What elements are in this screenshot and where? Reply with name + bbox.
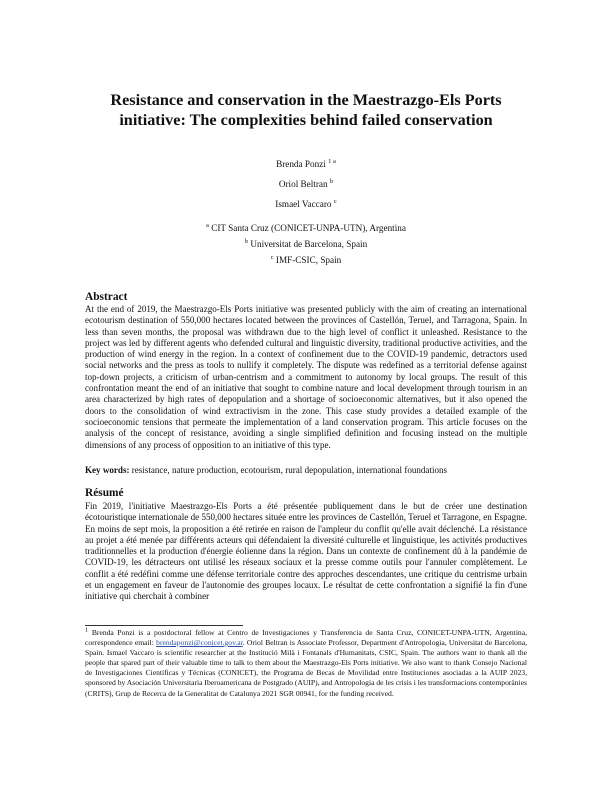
title-line-2: initiative: The complexities behind failed conservation (119, 111, 493, 129)
affiliation-list (136, 220, 476, 268)
footnote-text-start: Brenda Ponzi is a postdoctoral fellow at Centro de Investigaciones y Transferencia de Santa Cruz, CONICET-UNPA-UTN, Argentina, correspondence email: (85, 628, 527, 648)
affiliation-marker: a (206, 221, 209, 229)
affiliation-text: IMF-CSIC, Spain (275, 255, 342, 265)
title-line-1: Resistance and conservation in the Maestrazgo-Els Ports (110, 91, 502, 109)
keywords-line (85, 465, 527, 476)
author-name: Brenda Ponzi (276, 159, 326, 169)
keywords-label: Key words: (85, 465, 130, 475)
affiliation (136, 236, 476, 252)
affiliation-text: Universitat de Barcelona, Spain (250, 239, 368, 249)
footnote-number: 1 (85, 626, 89, 634)
author-list (156, 154, 456, 214)
author-affiliation-marker: b (329, 177, 334, 185)
author (156, 174, 456, 194)
paper-title (60, 90, 552, 130)
affiliation-marker: c (270, 253, 274, 261)
footnote-email-link[interactable]: brendaponzi@conicet.gov.ar (156, 638, 243, 648)
author (156, 194, 456, 214)
abstract-text: At the end of 2019, the Maestrazgo-Els Ports initiative was presented publicly with the aim of creating an international ecotourism destination of 550,000 hectares located between the provinces of Castellón, Teruel, and Tarragona, Spain. In less than seven months, the proposal was withdrawn due to the high level of conflict it unleashed. Resistance to the project was led by different agents who defended cultural and linguistic diversity, traditional productive activities, and the production of wind energy in the region. In a context of confinement due to the COVID-19 pandemic, detractors used social networks and the press as tools to nullify it completely. The dispute was redefined as a territorial defense against top-down projects, a criticism of urban-centrism and a commitment to autonomy by local groups. The result of this confrontation meant the end of an initiative that sought to combine nature and local development through tourism in an area characterized by high rates of depopulation and a shortage of socioeconomic alternatives, but it also opened the doors to the consolidation of wind extractivism in the zone. This case study provides a detailed example of the socioeconomic tensions that permeate the implementation of a land conservation program. This article focuses on the analysis of the concept of resistance, avoiding a single simplified definition and focusing instead on the multiple dimensions of any process of opposition to an initiative of this type. (85, 304, 527, 450)
affiliation (136, 252, 476, 268)
affiliation (136, 220, 476, 236)
author-affiliation-marker: 1 a (328, 157, 336, 165)
footnote-divider (85, 625, 243, 626)
author (156, 154, 456, 174)
affiliation-marker: b (244, 237, 249, 245)
author-name: Ismael Vaccaro (275, 199, 332, 209)
keywords-text: resistance, nature production, ecotourism, rural depopulation, international foundations (131, 465, 448, 475)
author-name: Oriol Beltran (278, 179, 328, 189)
affiliation-text: CIT Santa Cruz (CONICET-UNPA-UTN), Argentina (211, 223, 406, 233)
author-affiliation-marker: c (333, 197, 337, 205)
abstract-heading: Abstract (85, 291, 128, 303)
resume-heading: Résumé (85, 487, 124, 499)
resume-text: Fin 2019, l'initiative Maestrazgo-Els Ports a été présentée publiquement dans le but de créer une destination écotouristique internationale de 550,000 hectares située entre les provinces de Castellón, Teruel et Tarragone, en Espagne. En moins de sept mois, la proposition a été retirée en raison de l'ampleur du conflit qu'elle avait déclenché. La résistance au projet a été menée par différents acteurs qui défendaient la diversité culturelle et linguistique, les activités productives traditionnelles et la production d'énergie éolienne dans la région. Dans un contexte de confinement dû à la pandémie de COVID-19, les détracteurs ont utilisé les réseaux sociaux et la presse comme outils pour l'annuler complètement. Le conflit a été redéfini comme une défense territoriale contre des approches descendantes, une critique du centrisme urbain et un engagement en faveur de l'autonomie des groupes locaux. Le résultat de cette confrontation a signifié la fin d'une initiative qui cherchait à combiner (85, 501, 527, 602)
footnote-text-end: . Oriol Beltran is Associate Professor, Department d'Antropologia, Universitat de Barcelona, Spain. Ismael Vaccaro is scientific researcher at the Institució Milà i Fontanals d'Humanitats, CSIC, Spain. The authors want to thank all the people that spared part of their valuable time to talk to them about the Maestrazgo-Els Ports initiative. We also want to thank Consejo Nacional de Investigaciones Científicas y Técnicas (CONICET), the Programa de Becas de Movilidad entre Instituciones asociadas a la AUIP 2023, sponsored by Asociación Universitaria Iberoamericana de Postgrado (AUIP), and Antropologia de les crisis i les transformacions contemporànies (CRITS), Grup de Recerca de la Generalitat de Catalunya 2021 SGR 00941, for the funding received. (85, 638, 528, 698)
footnote (85, 628, 527, 699)
